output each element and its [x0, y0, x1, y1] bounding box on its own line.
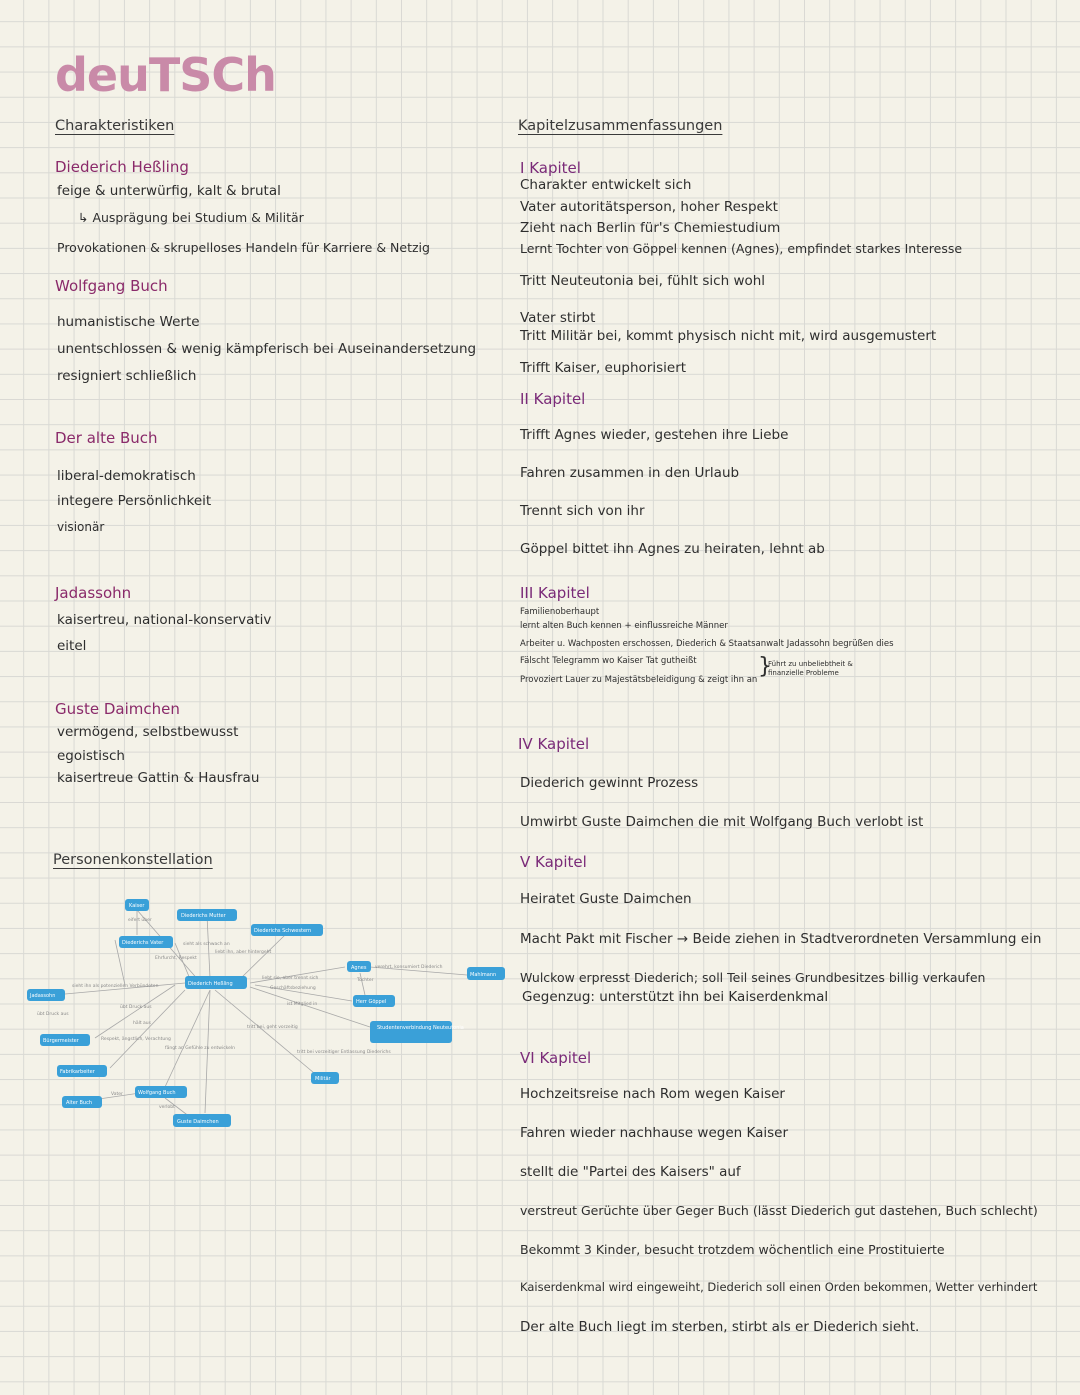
chapter-line: Arbeiter u. Wachposten erschossen, Diederich & Staatsanwalt Jadassohn begrüßen dies	[520, 639, 894, 649]
character-name-guste-daimchen: Guste Daimchen	[55, 700, 180, 718]
chapter-line: Trifft Kaiser, euphorisiert	[520, 360, 687, 376]
edge-label: ist Mitglied in	[287, 1002, 318, 1007]
trait: kaisertreu, national-konservativ	[57, 612, 272, 628]
character-name-alter-buch: Der alte Buch	[55, 429, 158, 447]
character-name-jadassohn: Jadassohn	[55, 584, 132, 602]
node-kaiser	[125, 899, 149, 911]
trait: unentschlossen & wenig kämpferisch bei Auseinandersetzung	[57, 341, 477, 357]
node-alter-buch	[62, 1096, 102, 1108]
chapter-line: Trifft Agnes wieder, gestehen ihre Liebe	[520, 427, 789, 443]
node-militaer	[311, 1072, 339, 1084]
edge-label: Respekt, ängstlich, Verachtung	[101, 1037, 171, 1042]
chapter-line: Umwirbt Guste Daimchen die mit Wolfgang Buch verlobt ist	[520, 814, 924, 830]
trait: visionär	[57, 520, 105, 534]
chapter-line: Tritt Militär bei, kommt physisch nicht mit, wird ausgemustert	[520, 328, 937, 344]
edge-label: tritt bei vorzeitiger Entlassung Diederichs	[297, 1050, 391, 1055]
node-guste-daimchen	[173, 1114, 231, 1127]
chapter-line: Provoziert Lauer zu Majestätsbeleidigung & zeigt ihn an	[520, 675, 758, 685]
chapter-label: II Kapitel	[520, 390, 586, 408]
node-jadassohn	[27, 989, 65, 1001]
diagram-nodes	[27, 899, 505, 1127]
character-constellation-diagram	[25, 895, 510, 1135]
trait: resigniert schließlich	[57, 368, 197, 384]
chapter-summaries-heading: Kapitelzusammenfassungen	[518, 118, 723, 134]
node-diederichs-mutter	[177, 909, 237, 921]
svg-text:Wolfgang Buch: Wolfgang Buch	[138, 1090, 176, 1096]
chapter-note: Führt zu unbeliebtheit & finanzielle Probleme	[768, 660, 853, 677]
node-agnes	[347, 961, 371, 972]
svg-text:Jadassohn: Jadassohn	[30, 993, 56, 999]
chapter-line: Kaiserdenkmal wird eingeweiht, Diederich soll einen Orden bekommen, Wetter verhindert	[520, 1280, 1038, 1294]
edge-label: Tochter	[357, 978, 374, 983]
page-title: deuTSCh	[55, 48, 276, 102]
edge-label: verehrt, konsumiert Diederich	[375, 965, 443, 970]
svg-text:Herr Göppel: Herr Göppel	[356, 999, 387, 1005]
edge-label: fängt an Gefühle zu entwickeln	[165, 1046, 236, 1051]
chapter-line: Göppel bittet ihn Agnes zu heiraten, lehnt ab	[520, 541, 825, 557]
chapter-line: Familienoberhaupt	[520, 607, 600, 617]
edge-label: sieht als schwach an	[183, 942, 230, 947]
curly-brace: }	[758, 654, 772, 679]
edge-line	[95, 985, 175, 1038]
node-diederichs-vater	[119, 936, 173, 948]
chapter-line: Fälscht Telegramm wo Kaiser Tat gutheißt	[520, 656, 697, 666]
chapter-line: Heiratet Guste Daimchen	[520, 891, 692, 907]
chapter-label: VI Kapitel	[520, 1049, 592, 1067]
chapter-line: Trennt sich von ihr	[520, 503, 645, 519]
edge-label: liebt ihn, aber hintergeht	[215, 950, 272, 955]
trait: kaisertreue Gattin & Hausfrau	[57, 770, 260, 786]
svg-text:Mahlmann: Mahlmann	[470, 972, 497, 978]
edge-line	[360, 973, 365, 995]
svg-text:Studentenverbindung Neuteutoni: Studentenverbindung Neuteutonia	[377, 1025, 464, 1031]
svg-text:Diederichs Schwestern: Diederichs Schwestern	[254, 928, 312, 934]
svg-text:Guste Daimchen: Guste Daimchen	[177, 1119, 219, 1125]
chapter-line: Charakter entwickelt sich	[520, 177, 692, 193]
character-name-diederich: Diederich Heßling	[55, 158, 189, 176]
edge-label: Ehrfurcht, Respekt	[155, 956, 197, 961]
edge-line	[165, 990, 210, 1087]
chapter-label: I Kapitel	[520, 159, 581, 177]
svg-text:Militär: Militär	[315, 1076, 331, 1082]
edge-line	[110, 990, 185, 1068]
chapter-line: lernt alten Buch kennen + einflussreiche Männer	[520, 621, 728, 631]
node-studentenverbindung	[370, 1021, 464, 1043]
edge-line	[250, 987, 370, 1027]
chapter-line: verstreut Gerüchte über Geger Buch (lässt Diederich gut dastehen, Buch schlecht)	[520, 1203, 1038, 1218]
edge-label: verlobt	[159, 1105, 175, 1110]
edge-label: übt Druck aus	[120, 1005, 152, 1010]
chapter-line: Hochzeitsreise nach Rom wegen Kaiser	[520, 1086, 785, 1102]
svg-text:Kaiser: Kaiser	[129, 903, 145, 909]
trait: integere Persönlichkeit	[57, 493, 212, 509]
chapter-line: Fahren zusammen in den Urlaub	[520, 465, 740, 481]
chapter-line: Macht Pakt mit Fischer → Beide ziehen in Stadtverordneten Versammlung ein	[520, 931, 1042, 947]
chapter-line: stellt die "Partei des Kaisers" auf	[520, 1164, 741, 1180]
chapter-label: III Kapitel	[520, 584, 590, 602]
character-name-wolfgang-buch: Wolfgang Buch	[55, 277, 168, 295]
chapter-line: Lernt Tochter von Göppel kennen (Agnes), empfindet starkes Interesse	[520, 241, 963, 256]
chapter-line: Vater autoritätsperson, hoher Respekt	[520, 199, 778, 215]
trait: feige & unterwürfig, kalt & brutal	[57, 183, 281, 199]
chapter-line: Der alte Buch liegt im sterben, stirbt als er Diederich sieht.	[520, 1319, 920, 1335]
chapter-label: IV Kapitel	[518, 735, 590, 753]
chapter-line: Wulckow erpresst Diederich; soll Teil seines Grundbesitzes billig verkaufen	[520, 970, 986, 985]
node-buergermeister	[40, 1034, 90, 1046]
chapter-line: Fahren wieder nachhause wegen Kaiser	[520, 1125, 788, 1141]
diagram-edge-labels	[37, 917, 443, 1110]
edge-line	[240, 935, 285, 979]
edge-label: übt Druck aus	[37, 1012, 69, 1017]
svg-text:Diederich Heßling: Diederich Heßling	[188, 981, 233, 987]
trait: ↳ Ausprägung bei Studium & Militär	[78, 210, 304, 225]
svg-text:Diederichs Mutter: Diederichs Mutter	[181, 913, 226, 919]
node-mahlmann	[467, 967, 505, 980]
chapter-line: Gegenzug: unterstützt ihn bei Kaiserdenkmal	[522, 989, 829, 1005]
characteristics-heading: Charakteristiken	[55, 118, 175, 134]
chapter-line: Bekommt 3 Kinder, besucht trotzdem wöchentlich eine Prostituierte	[520, 1242, 945, 1257]
edge-label: liebt sie, aber trennt sich	[262, 976, 319, 981]
trait: Provokationen & skrupelloses Handeln für Karriere & Netzig	[57, 240, 430, 255]
chapter-line: Diederich gewinnt Prozess	[520, 775, 699, 791]
edge-label: Vater	[111, 1092, 123, 1097]
chapter-label: V Kapitel	[520, 853, 587, 871]
edge-line	[205, 990, 210, 1113]
svg-text:Agnes: Agnes	[351, 965, 367, 971]
node-wolfgang-buch	[135, 1086, 187, 1098]
edge-label: Geschäftsbeziehung	[270, 986, 316, 991]
chapter-line: Tritt Neuteutonia bei, fühlt sich wohl	[520, 273, 766, 289]
trait: eitel	[57, 638, 87, 654]
node-diederich	[185, 976, 247, 989]
edge-label: sieht ihn als potenziellen Verbündeten	[72, 984, 159, 989]
edge-line	[175, 943, 190, 979]
constellation-heading: Personenkonstellation	[53, 852, 213, 868]
chapter-line: Zieht nach Berlin für's Chemiestudium	[520, 220, 781, 236]
node-diederichs-schwestern	[251, 924, 323, 936]
node-fabrikarbeiter	[57, 1065, 107, 1077]
edge-label: eifert über	[128, 918, 152, 923]
chapter-line: Vater stirbt	[520, 310, 596, 326]
svg-text:Diederichs Vater: Diederichs Vater	[122, 940, 164, 946]
svg-text:Bürgermeister: Bürgermeister	[43, 1038, 79, 1044]
trait: liberal-demokratisch	[57, 468, 196, 484]
svg-text:Alter Buch: Alter Buch	[66, 1100, 93, 1106]
trait: vermögend, selbstbewusst	[57, 724, 239, 740]
edge-label: hält aus	[133, 1021, 152, 1026]
trait: humanistische Werte	[57, 314, 200, 330]
trait: egoistisch	[57, 748, 125, 764]
svg-text:Fabrikarbeiter: Fabrikarbeiter	[60, 1069, 95, 1075]
edge-label: tritt bei, geht vorzeitig	[247, 1025, 298, 1030]
node-herr-goeppel	[353, 995, 395, 1007]
